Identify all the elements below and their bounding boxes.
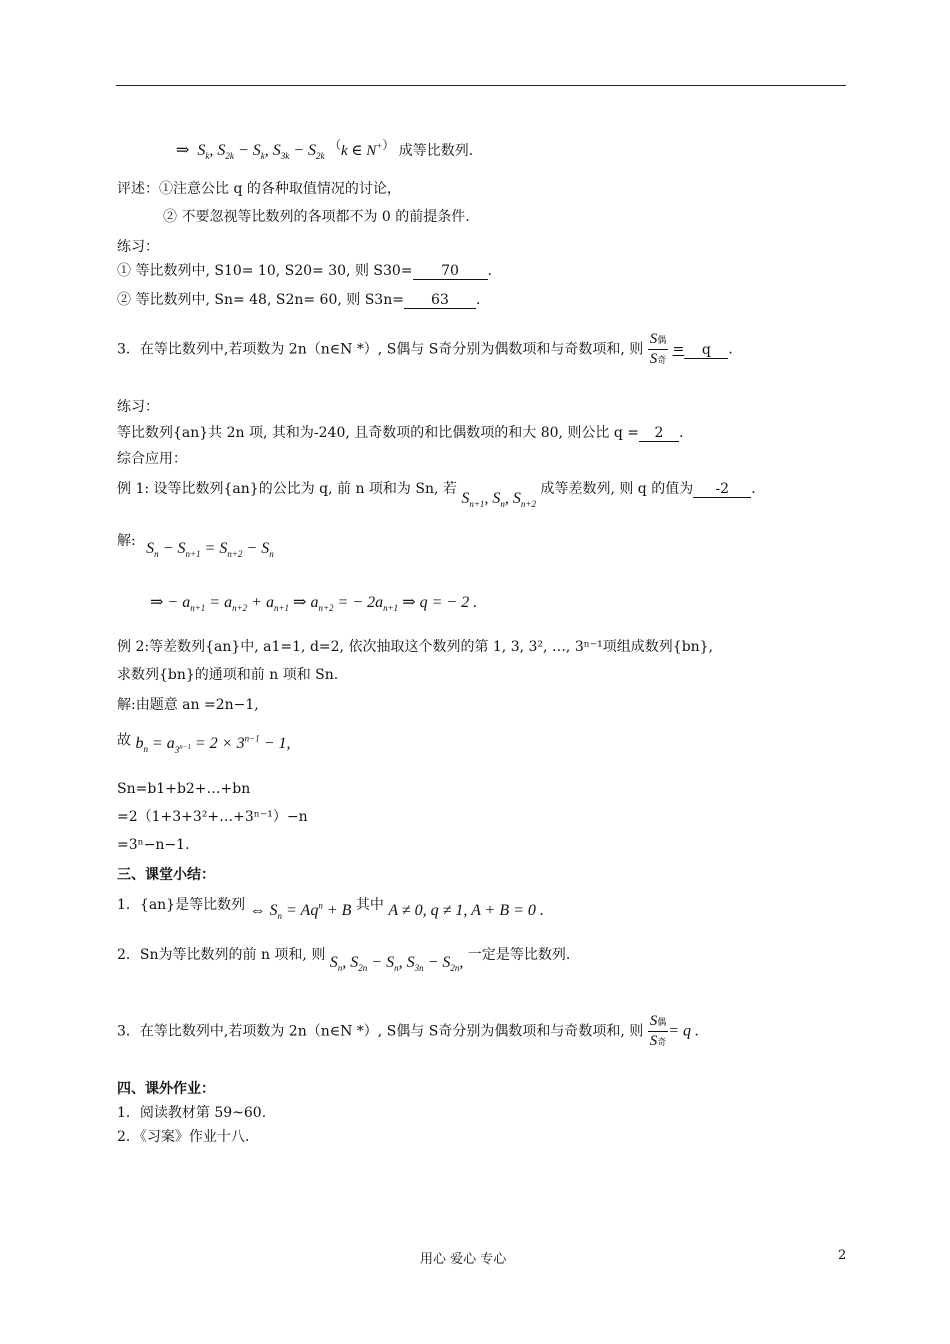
- sum-line-2: =2（1+3+3²+…+3ⁿ⁻¹）−n: [117, 809, 308, 825]
- property-3-text: 3．在等比数列中,若项数为 2n（n∈N *）, S偶与 S奇分别为偶数项和与奇数项和, 则: [117, 341, 644, 358]
- solution-2-bn-label: 故: [117, 732, 131, 749]
- applications-heading: 综合应用：: [117, 451, 187, 467]
- summary-2-suffix: 一定是等比数列.: [467, 947, 571, 963]
- homework-heading: 四、课外作业：: [117, 1081, 215, 1097]
- summary-2: 2．Sn为等比数列的前 n 项和, 则 $S_n$, $S_{2n} - S_n$, $S_{3n} - S_{2n}$, 一定是等比数列.: [117, 947, 571, 974]
- exercise-1: ① 等比数列中, S10= 10, S20= 30, 则 S30= 70 .: [117, 263, 492, 279]
- property-3-line: 3．在等比数列中,若项数为 2n（n∈N *）, S偶与 S奇分别为偶数项和与奇数项和, 则 $\frac{\text{S偶}}{\text{S奇}}$ = q .: [117, 331, 733, 367]
- exercise-3: 等比数列{an}共 2n 项, 其和为-240, 且奇数项的和比偶数项的和大 80, 则公比 q = 2 .: [117, 425, 684, 441]
- solution-2-line-1: 解:由题意 an =2n−1,: [117, 697, 259, 713]
- solution-1: 解: $S_n - S_{n+1} = S_{n+2} - S_n$: [117, 533, 274, 560]
- exercise-2-text: ② 等比数列中, Sn= 48, S2n= 60, 则 S3n=: [117, 292, 404, 308]
- exercise-3-answer: 2: [639, 425, 679, 442]
- summary-3: 3．在等比数列中,若项数为 2n（n∈N *）, S偶与 S奇分别为偶数项和与奇数项和, 则 $\frac{\text{S偶}}{\text{S奇}}$ = q .: [117, 1013, 700, 1049]
- exercise-heading-2: 练习：: [117, 399, 159, 415]
- sum-line-3: =3ⁿ−n−1.: [117, 837, 190, 853]
- solution-1-derivation: ⇒ − $a_{n+1} = a_{n+2} + a_{n+1}$ ⇒ $a_{n+2}$ = − $2a_{n+1}$ ⇒ q = − 2 .: [150, 594, 478, 614]
- comment-line-2: ② 不要忽视等比数列的各项都不为 0 的前提条件.: [163, 209, 470, 225]
- homework-1: 1．阅读教材第 59~60.: [117, 1105, 267, 1121]
- example-2-line-1: 例 2:等差数列{an}中, a1=1, d=2, 依次抽取这个数列的第 1, 3, 3², …, 3ⁿ⁻¹项组成数列{bn},: [117, 639, 714, 655]
- exercise-2-answer: 63: [404, 292, 476, 309]
- summary-1-text: 1．{an}是等比数列: [117, 897, 246, 913]
- solution-2-bn: 故 $b_n = a_{3^{n-1}} = 2 \times 3^{n-1} - 1$,: [117, 732, 291, 755]
- example-1-answer: -2: [693, 481, 751, 498]
- example-1-text: 例 1: 设等比数列{an}的公比为 q, 前 n 项和为 Sn, 若: [117, 481, 457, 497]
- example-1: 例 1: 设等比数列{an}的公比为 q, 前 n 项和为 Sn, 若 $S_{n+1}$, $S_n$, $S_{n+2}$ 成等差数列, 则 q 的值为 -2 .: [117, 481, 756, 510]
- summary-2-text: 2．Sn为等比数列的前 n 项和, 则: [117, 947, 326, 963]
- header-rule: [116, 85, 846, 86]
- exercise-heading-1: 练习：: [117, 239, 159, 255]
- property-3-answer: q: [684, 342, 728, 359]
- exercise-3-text: 等比数列{an}共 2n 项, 其和为-240, 且奇数项的和比偶数项的和大 80, 则公比 q =: [117, 425, 640, 441]
- line-sk-property: ⇒ $S_k$, $S_{2k} - S_k$, $S_{3k} - S_{2k}$ （k ∈ N+） 成等比数列.: [176, 138, 474, 162]
- example-2-line-2: 求数列{bn}的通项和前 n 项和 Sn.: [117, 667, 339, 683]
- solution-1-label: 解:: [117, 533, 136, 549]
- exercise-1-text: ① 等比数列中, S10= 10, S20= 30, 则 S30=: [117, 263, 413, 279]
- summary-1-mid: 其中: [355, 897, 384, 913]
- summary-3-ratio: $\frac{\text{S偶}}{\text{S奇}}$: [649, 1013, 667, 1049]
- homework-2: 2．《习案》作业十八.: [117, 1129, 250, 1145]
- comment-line-1: 评述：①注意公比 q 的各种取值情况的讨论，: [117, 181, 401, 197]
- ratio-even-odd: $\frac{\text{S偶}}{\text{S奇}}$: [649, 331, 667, 367]
- page-number: 2: [838, 1248, 847, 1263]
- line-sk-property-text: 成等比数列.: [398, 143, 474, 159]
- summary-1: 1．{an}是等比数列 ⇔ $S_n = Aq^n + B$ 其中 A ≠ 0, q ≠ 1, A + B = 0 .: [117, 897, 544, 922]
- exercise-1-answer: 70: [413, 263, 488, 280]
- summary-3-text: 3．在等比数列中,若项数为 2n（n∈N *）, S偶与 S奇分别为偶数项和与奇数项和, 则: [117, 1023, 644, 1040]
- exercise-2: ② 等比数列中, Sn= 48, S2n= 60, 则 S3n= 63 .: [117, 292, 481, 308]
- summary-heading: 三、课堂小结：: [117, 867, 215, 883]
- sum-line-1: Sn=b1+b2+…+bn: [117, 781, 251, 797]
- footer-slogan: 用心 爱心 专心: [420, 1252, 507, 1267]
- example-1-mid: 成等差数列, 则 q 的值为: [540, 481, 694, 497]
